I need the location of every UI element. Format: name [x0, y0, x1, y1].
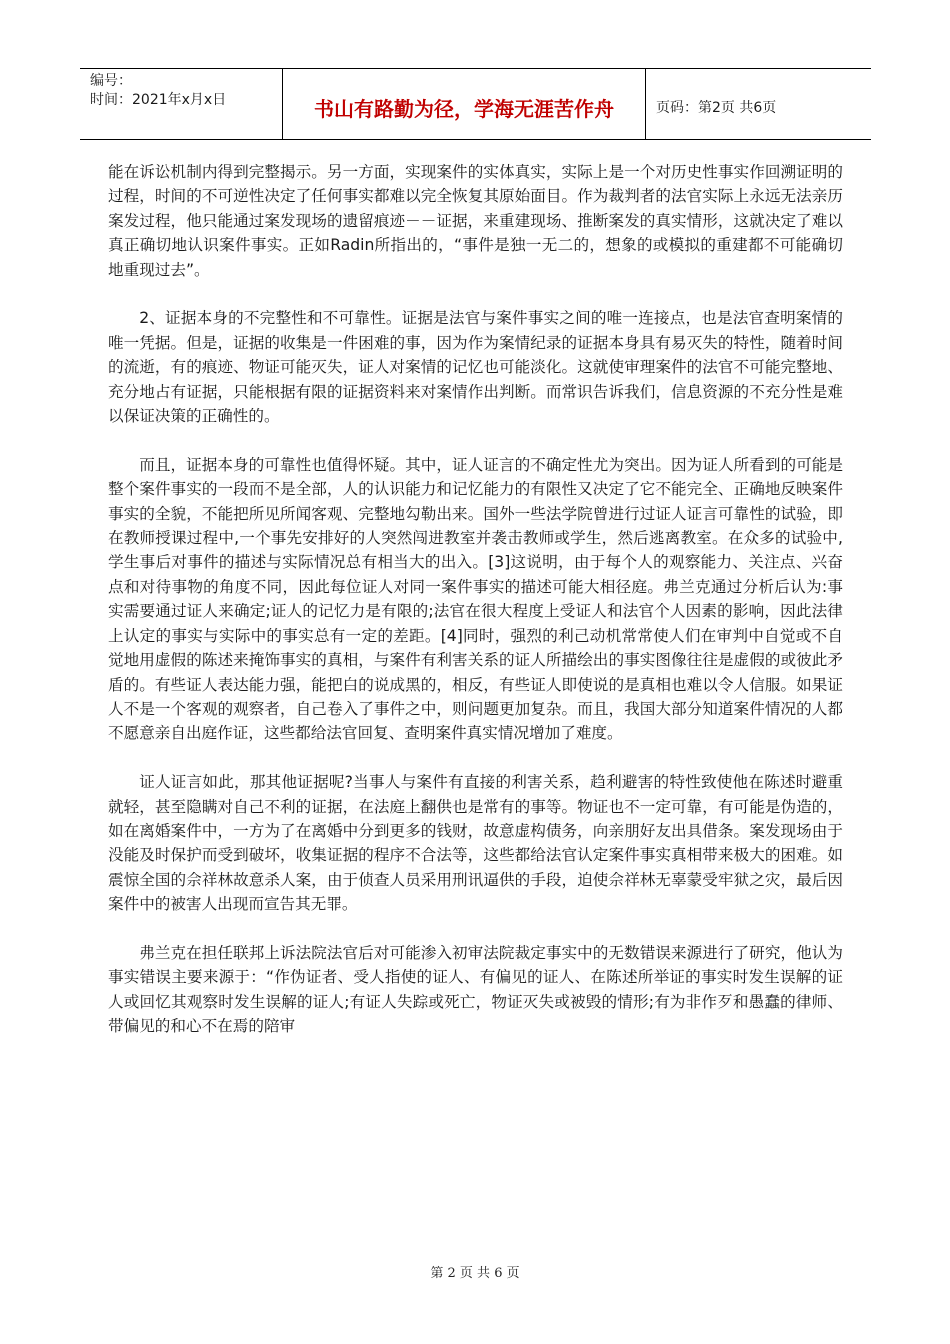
header-meta: [80, 69, 283, 139]
body-paragraph: 能在诉讼机制内得到完整揭示。另一方面，实现案件的实体真实，实际上是一个对历史性事实作回溯证明的过程，时间的不可逆性决定了任何事实都难以完全恢复其原始面目。作为裁判者的法官实际上永远无法亲历案发过程，他只能通过案发现场的遗留痕迹－－证据，来重建现场、推断案发的真实情形，这就决定了难以真正确切地认识案件事实。正如Radin所指出的，“事件是独一无二的，想象的或模拟的重建都不可能确切地重现过去”。: [108, 163, 843, 279]
page-footer: 第 2 页 共 6 页: [430, 1266, 520, 1281]
document-time-label: 时间：2021年x月x日: [90, 92, 227, 108]
body-paragraph: 而且，证据本身的可靠性也值得怀疑。其中，证人证言的不确定性尤为突出。因为证人所看到的可能是整个案件事实的一段而不是全部，人的认识能力和记忆能力的有限性又决定了它不能完全、正确地反映案件事实的全貌，不能把所见所闻客观、完整地勾勒出来。国外一些法学院曾进行过证人证言可靠性的试验，即在教师授课过程中,一个事先安排好的人突然闯进教室并袭击教师或学生，然后逃离教室。在众多的试验中,学生事后对事件的描述与实际情况总有相当大的出入。[3]这说明，由于每个人的观察能力、关注点、兴奋点和对待事物的角度不同，因此每位证人对同一案件事实的描述可能大相径庭。弗兰克通过分析后认为:事实需要通过证人来确定;证人的记忆力是有限的;法官在很大程度上受证人和法官个人因素的影响，因此法律上认定的事实与实际中的事实总有一定的差距。[4]同时，强烈的利己动机常常使人们在审判中自觉或不自觉地用虚假的陈述来掩饰事实的真相，与案件有利害关系的证人所描绘出的事实图像往往是虚假的或彼此矛盾的。有些证人表达能力强，能把白的说成黑的，相反，有些证人即使说的是真相也难以令人信服。如果证人不是一个客观的观察者，自己卷入了事件之中，则问题更加复杂。而且，我国大部分知道案件情况的人都不愿意亲自出庭作证，这些都给法官回复、查明案件真实情况增加了难度。: [108, 455, 843, 743]
header-motto: 书山有路勤为径，学海无涯苦作舟: [283, 69, 646, 139]
document-header: [80, 68, 871, 140]
body-paragraph: 证人证言如此，那其他证据呢?当事人与案件有直接的利害关系，趋利避害的特性致使他在陈述时避重就轻，甚至隐瞒对自己不利的证据，在法庭上翻供也是常有的事等。物证也不一定可靠，有可能是伪造的，如在离婚案件中，一方为了在离婚中分到更多的钱财，故意虚构债务，向亲朋好友出具借条。案发现场由于没能及时保护而受到破坏，收集证据的程序不合法等，这些都给法官认定案件事实真相带来极大的困难。如震惊全国的佘祥林故意杀人案，由于侦查人员采用刑讯逼供的手段，迫使佘祥林无辜蒙受牢狱之灾，最后因案件中的被害人出现而宣告其无罪。: [108, 773, 843, 914]
document-number-label: 编号：: [90, 73, 132, 89]
body-paragraph: 弗兰克在担任联邦上诉法院法官后对可能渗入初审法院裁定事实中的无数错误来源进行了研究，他认为事实错误主要来源于：“作伪证者、受人指使的证人、有偏见的证人、在陈述所举证的事实时发生误解的证人或回忆其观察时发生误解的证人;有证人失踪或死亡，物证灭失或被毁的情形;有为非作歹和愚蠢的律师、带偏见的和心不在焉的陪审: [108, 943, 843, 1036]
body-paragraph: 2、证据本身的不完整性和不可靠性。证据是法官与案件事实之间的唯一连接点，也是法官查明案情的唯一凭据。但是，证据的收集是一件困难的事，因为作为案情纪录的证据本身具有易灭失的特性，随着时间的流逝，有的痕迹、物证可能灭失，证人对案情的记忆也可能淡化。这就使审理案件的法官不可能完整地、充分地占有证据，只能根据有限的证据资料来对案情作出判断。而常识告诉我们，信息资源的不充分性是难以保证决策的正确性的。: [108, 309, 843, 426]
header-page-info: 页码：第2页 共6页: [656, 100, 777, 116]
document-body: [108, 160, 843, 1063]
